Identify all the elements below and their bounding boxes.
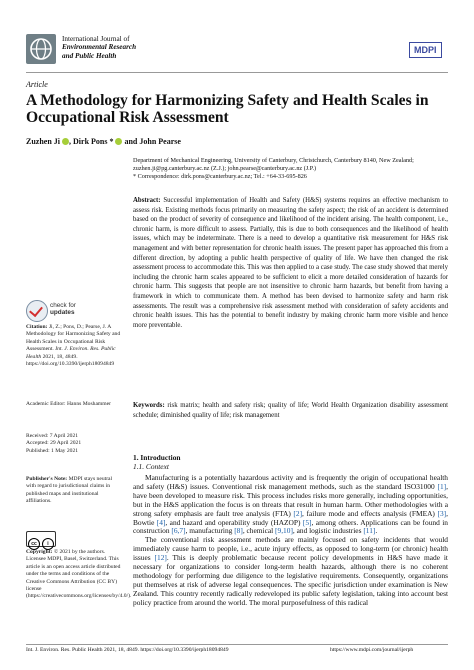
citation-link[interactable]: [6,7]: [171, 526, 186, 536]
check-for-updates-label: check for updates: [50, 302, 76, 316]
keywords-text: risk matrix; health and safety risk; quality of life; World Health Organization disability assessment schedule; diminished quality of life; risk management: [133, 402, 448, 419]
author-1[interactable]: Zuzhen Ji: [26, 137, 61, 146]
journal-name: [62, 35, 136, 60]
citation: [26, 324, 122, 368]
publishers-note: [26, 476, 122, 506]
article-type: Article: [26, 80, 48, 89]
orcid-icon[interactable]: [62, 138, 69, 145]
publisher-logo: MDPI: [409, 42, 442, 58]
article-title: A Methodology for Harmonizing Safety and Health Scales in Occupational Risk Assessment: [26, 92, 429, 126]
affiliation-dept: Department of Mechanical Engineering, University of Canterbury, Christchurch, Canterbury 8140, New Zealand;: [133, 157, 414, 164]
accepted-date: Accepted: 29 April 2021: [26, 440, 82, 447]
globe-icon: [26, 34, 56, 64]
paragraph-2: The conventional risk assessment methods are mainly focused on safety incidents that would immediately cause harm to people, i.e., acute injury effects, as opposed to long-term (or chronic) health issues [12]. This is deeply problematic because recent policy developments in H&S have made it necessary for organizations to consider long-term health hazards, although there is no coherent methodology for performing due diligence to the legislative requirements. Consequently, organizations put themselves at risk of adverse legal consequences. The specific jurisdiction under examination is New Zealand. This country recently radically redeveloped its public safety legislation, taking into account best policy practice from around the world. The moral purposefulness of this radical: [133, 535, 448, 607]
citation-link[interactable]: [5]: [302, 517, 312, 527]
citation-link[interactable]: [12]: [154, 553, 167, 563]
footer-journal-link[interactable]: https://www.mdpi.com/journal/ijerph: [330, 647, 414, 653]
received-date: Received: 7 April 2021: [26, 433, 79, 439]
citation-link[interactable]: [3]: [437, 508, 447, 518]
copyright-label: Copyright:: [26, 549, 53, 555]
pubnote-label: Publisher's Note:: [26, 476, 68, 482]
academic-editor: Academic Editor: Hanns Moshammer: [26, 401, 111, 407]
article-dates: [26, 433, 122, 455]
cc-by-license-icon[interactable]: [26, 531, 56, 547]
citation-link[interactable]: [11]: [363, 526, 376, 536]
citation-link[interactable]: [8]: [234, 526, 243, 536]
check-icon: [26, 300, 48, 322]
citation-doi[interactable]: 2021, 18, 4849. https://doi.org/10.3390/ijerph18094849: [26, 353, 115, 368]
citation-text: Ji, Z.; Pons, D.; Pearse, J. A Methodology for Harmonizing Safety and Health Scales in Occupational Risk Assessment.: [26, 324, 121, 353]
affiliation-emails[interactable]: zuzhen.ji@pg.canterbury.ac.nz (Z.J.); john.pearse@canterbury.ac.nz (J.P.): [133, 165, 317, 172]
author-list: [26, 137, 181, 146]
abstract-text: Successful implementation of Health and Safety (H&S) systems requires an effective mechanism to assess risk. Existing methods focus primarily on measuring the safety aspect; the risk of an accident is determined based on the product of severity of consequence and likelihood of the incident arising. The health component, i.e., chronic harm, is more difficult to assess. Partially, this is due to both consequences and the likelihood of health issues, which may be indeterminate. There is a need to develop a quantitative risk measurement for H&S risk management and with better representation for chronic health issues. The present paper has approached this from a different direction, by adopting a public health perspective of quality of life. We have then changed the risk assessment process to accommodate this. This was then applied to a case study. The case study showed that merely including the chronic harm scales appeared to be sufficient to elicit a more detailed consideration of hazards for chronic harm. This suggests that people are not insensitive to chronic harm hazards, but benefit from having a framework in which to communicate them. A method has been devised to harmonize safety and harm risk assessments. The result was a comprehensive risk assessment method with consideration of safety accidents and chronic health issues. This has the potential to benefit industry by making chronic harm more visible and hence more preventable.: [133, 197, 448, 329]
journal-line-2: Environmental Research: [62, 43, 137, 52]
journal-logo: [26, 34, 56, 64]
keywords-label: Keywords:: [133, 402, 165, 409]
pubnote-text: MDPI stays neutral with regard to jurisdictional claims in published maps and institutional affiliations.: [26, 476, 113, 505]
check-for-updates-button[interactable]: [26, 300, 86, 322]
affiliations: [133, 157, 448, 181]
paragraph-1: Manufacturing is a potentially hazardous activity and is frequently the origin of occupational health and safety (H&S) issues. Conventional risk management methods, such as the standard ISO31000 [1], have been developed to measure risk. This process includes risks more generally, including opportunities, but in the H&S application the focus is on threats that result in human harm. Other methodologies with a strong safety emphasis are fault tree analysis (FTA) [2], failure mode and effects analysis (FMEA) [3], Bowtie [4], and hazard and operability study (HAZOP) [5], among others. Applications can be found in construction [6,7], manufacturing [8], chemical [9,10], and logistic industries [11].: [133, 473, 448, 536]
author-3[interactable]: and John Pearse: [122, 137, 181, 146]
published-date: Published: 1 May 2021: [26, 447, 79, 454]
citation-link[interactable]: [4]: [156, 517, 166, 527]
citation-link[interactable]: [1]: [437, 481, 447, 491]
copyright: [26, 549, 132, 601]
citation-link[interactable]: [9,10]: [275, 526, 293, 536]
abstract-label: Abstract:: [133, 197, 161, 204]
section-title: 1. Introduction: [133, 453, 181, 462]
journal-line-3: and Public Health: [62, 51, 117, 60]
citation-link[interactable]: [2]: [293, 508, 303, 518]
abstract: [133, 196, 448, 330]
copyright-text: © 2021 by the authors. Licensee MDPI, Basel, Switzerland. This article is an open access article distributed under the terms and conditions of the Creative Commons Attribution (CC BY) license (https://creativecommons.org/licenses/by/4.0/).: [26, 549, 132, 600]
footer-citation[interactable]: Int. J. Environ. Res. Public Health 2021, 18, 4849. https://doi.org/10.3390/ijerph18094849: [26, 647, 229, 653]
subsection-title: 1.1. Context: [133, 462, 169, 471]
correspondence: * Correspondence: dirk.pons@canterbury.ac.nz; Tel.: +64-33-695-826: [133, 173, 307, 180]
footer-divider: [26, 644, 448, 645]
author-2[interactable]: , Dirk Pons *: [69, 137, 114, 146]
citation-journal: Int. J. Environ. Res. Public Health: [26, 346, 116, 360]
body-text: [133, 474, 448, 608]
journal-line-1: International Journal of: [62, 35, 130, 43]
header-divider: [26, 72, 448, 73]
cc-icon: cc: [28, 538, 40, 550]
by-icon: i: [42, 538, 54, 550]
keywords: [133, 401, 448, 420]
citation-label: Citation:: [26, 324, 48, 330]
